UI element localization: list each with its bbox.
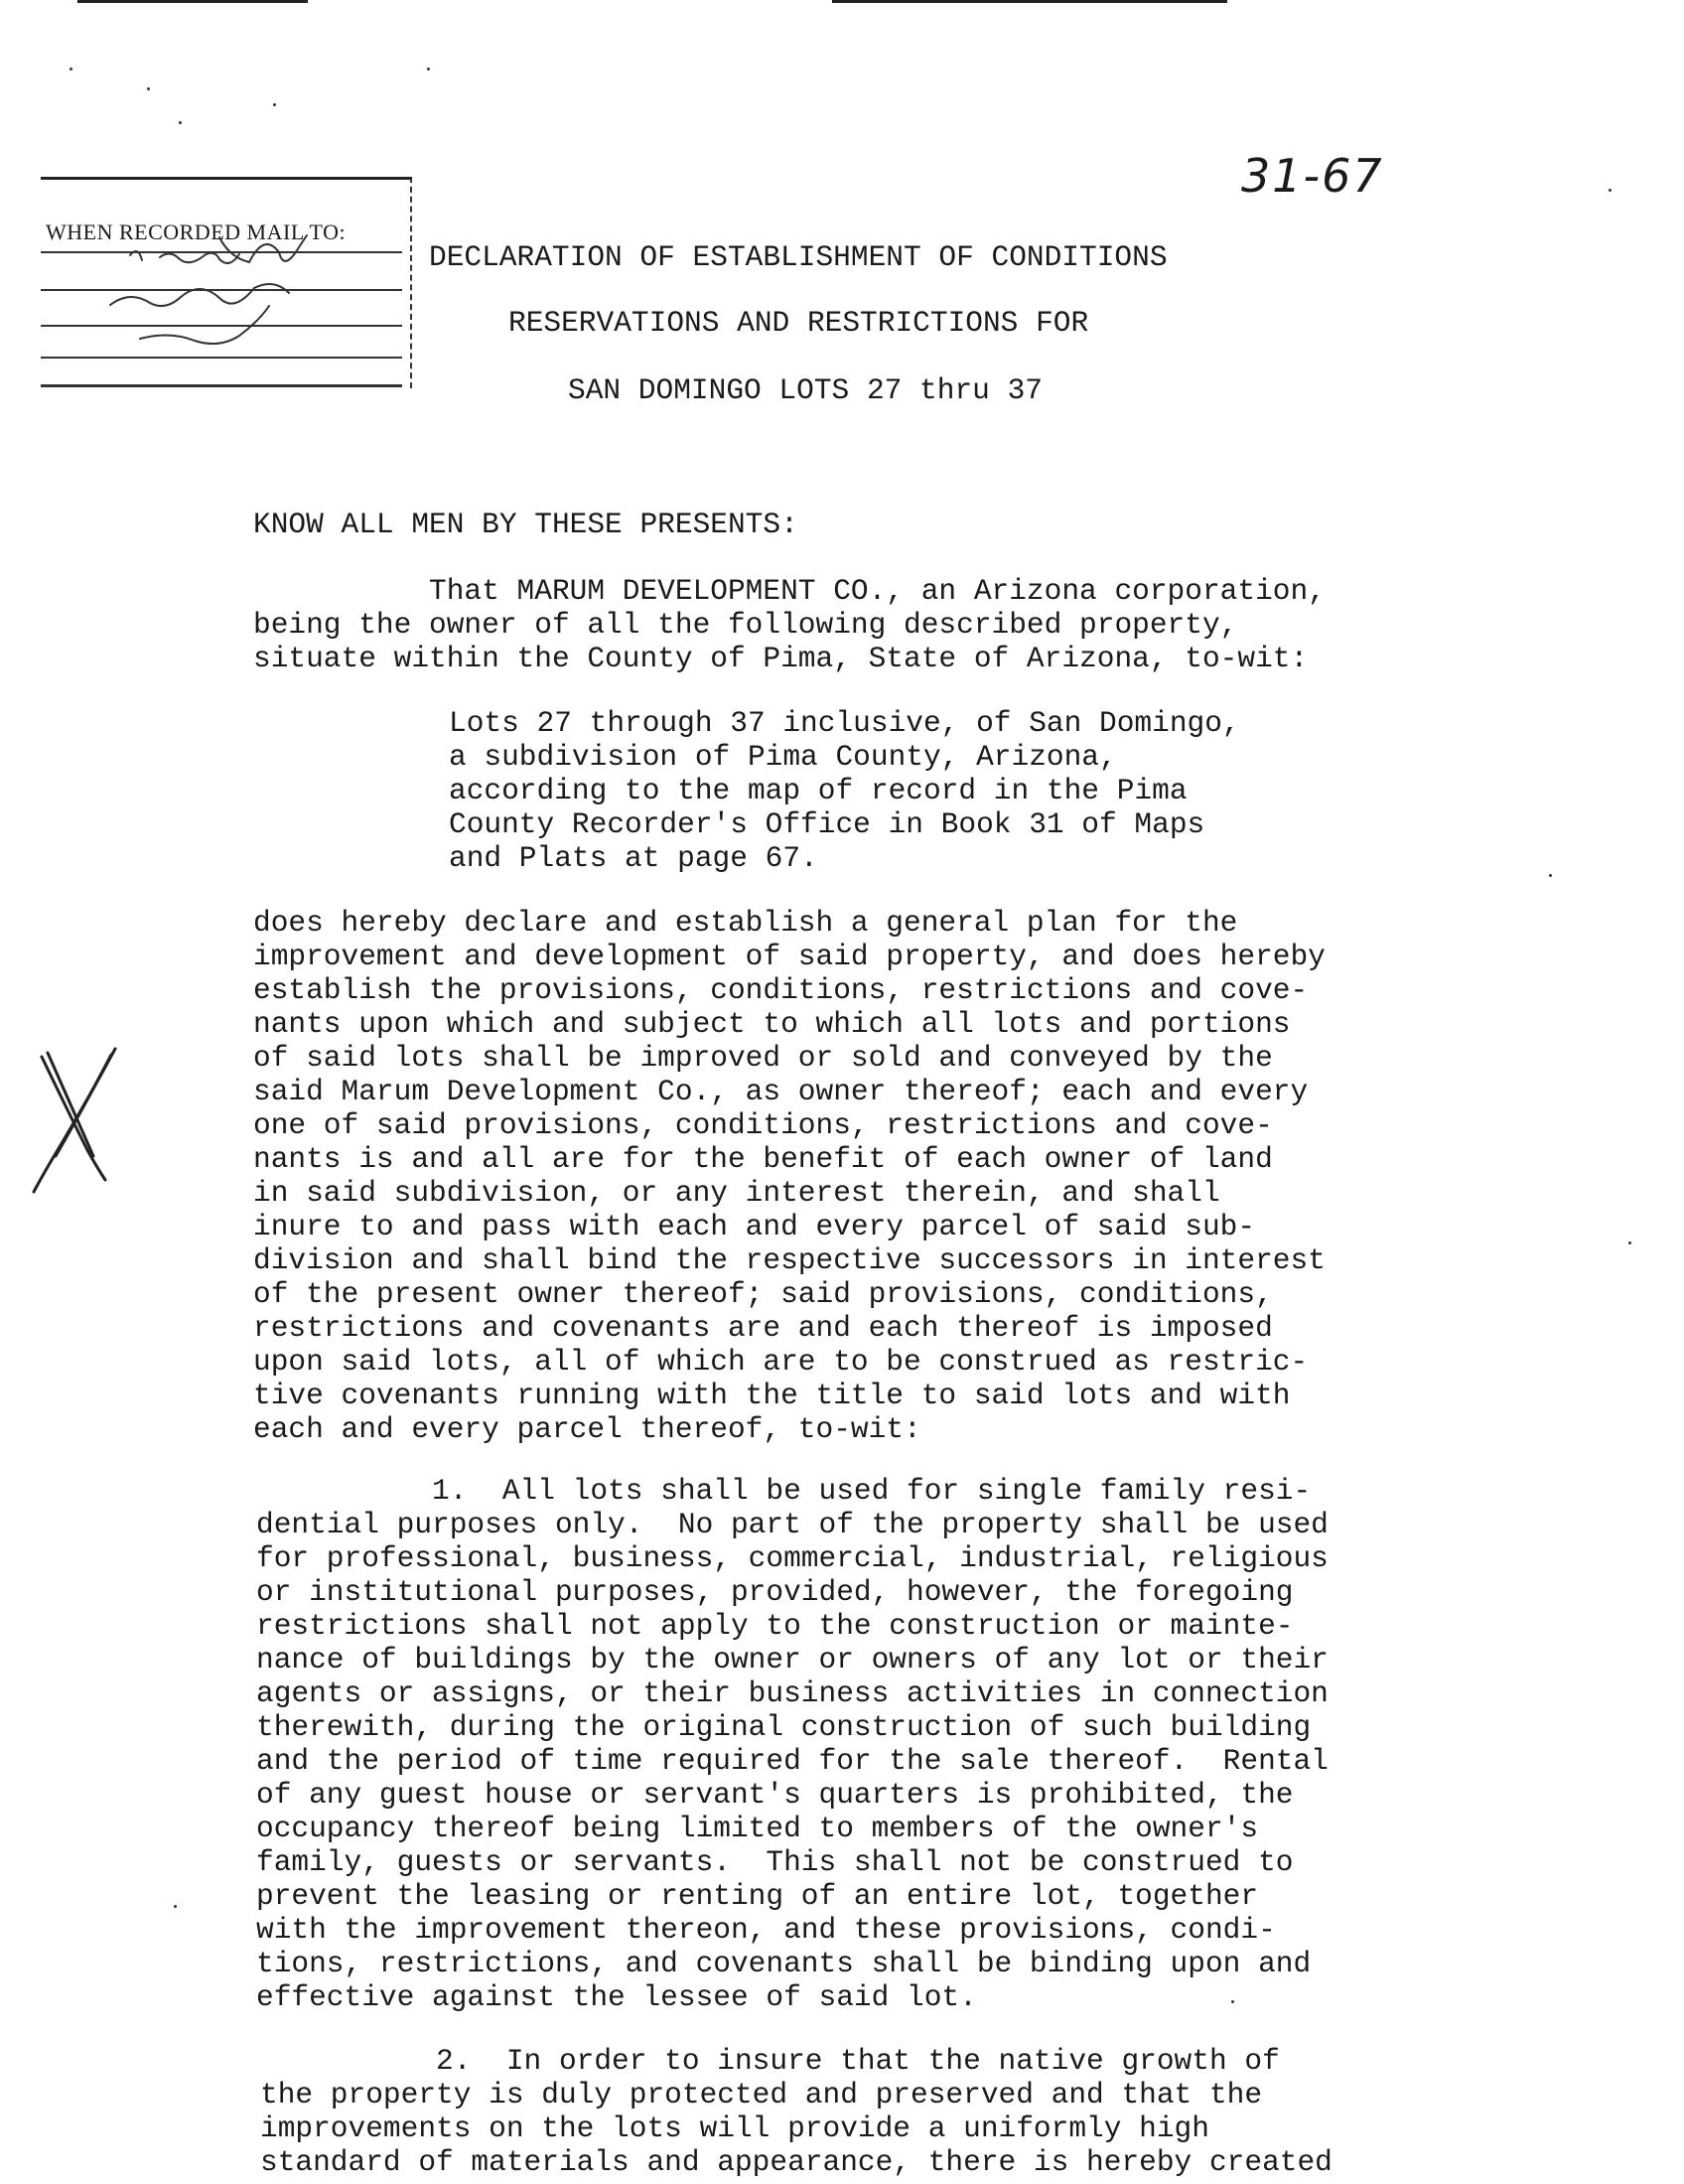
title-line-2: RESERVATIONS AND RESTRICTIONS FOR	[508, 306, 1089, 340]
text-line: establish the provisions, conditions, restrictions and cove-	[253, 973, 1309, 1007]
text-line: upon said lots, all of which are to be construed as restric-	[253, 1345, 1309, 1379]
text-line: family, guests or servants. This shall not be construed to	[256, 1845, 1294, 1879]
text-line: of any guest house or servant's quarters is prohibited, the	[256, 1778, 1294, 1812]
text-line: therewith, during the original construction of such building	[256, 1710, 1312, 1744]
text-line: prevent the leasing or renting of an entire lot, together	[256, 1879, 1259, 1913]
text-line: That MARUM DEVELOPMENT CO., an Arizona corporation,	[253, 574, 1326, 608]
scan-speck	[1549, 874, 1552, 877]
scan-speck	[1628, 1241, 1631, 1244]
scan-speck	[427, 68, 430, 71]
text-line: effective against the lessee of said lot.	[256, 1980, 977, 2014]
text-line: County Recorder's Office in Book 31 of Maps	[449, 807, 1205, 841]
text-line: occupancy thereof being limited to members of the owner's	[256, 1812, 1259, 1845]
text-line: Lots 27 through 37 inclusive, of San Domingo,	[449, 706, 1240, 740]
declaration-paragraph	[253, 906, 1326, 1446]
text-line: 2. In order to insure that the native growth of	[260, 2044, 1280, 2078]
title-line-3: SAN DOMINGO LOTS 27 thru 37	[568, 373, 1043, 407]
text-line: nance of buildings by the owner or owners of any lot or their	[256, 1643, 1329, 1676]
scan-speck	[179, 121, 182, 124]
text-line: nants upon which and subject to which all lots and portions	[253, 1007, 1291, 1041]
intro-paragraph	[253, 574, 1326, 675]
text-line: tions, restrictions, and covenants shall be binding upon and	[256, 1947, 1312, 1980]
text-line: each and every parcel thereof, to-wit:	[253, 1412, 921, 1446]
title-line-1: DECLARATION OF ESTABLISHMENT OF CONDITIONS	[429, 240, 1168, 274]
scan-speck	[174, 1905, 177, 1908]
scan-speck	[147, 87, 150, 90]
text-line: and the period of time required for the sale thereof. Rental	[256, 1744, 1329, 1778]
text-line: restrictions shall not apply to the construction or mainte-	[256, 1609, 1294, 1643]
text-line: nants is and all are for the benefit of each owner of land	[253, 1142, 1273, 1176]
text-line: one of said provisions, conditions, restrictions and cove-	[253, 1108, 1273, 1142]
text-line: restrictions and covenants are and each thereof is imposed	[253, 1311, 1273, 1345]
text-line: tive covenants running with the title to said lots and with	[253, 1379, 1291, 1412]
stamp-handwriting	[100, 227, 428, 366]
salutation: KNOW ALL MEN BY THESE PRESENTS:	[253, 508, 798, 541]
stamp-label: WHEN RECORDED MAIL TO:	[46, 219, 347, 244]
text-line: improvement and development of said property, and does hereby	[253, 940, 1326, 973]
text-line: in said subdivision, or any interest therein, and shall	[253, 1176, 1220, 1210]
text-line: standard of materials and appearance, there is hereby created	[260, 2145, 1333, 2179]
text-line: with the improvement thereon, and these provisions, condi-	[256, 1913, 1276, 1947]
text-line: according to the map of record in the Pima	[449, 774, 1188, 807]
text-line: does hereby declare and establish a general plan for the	[253, 906, 1238, 940]
text-line: inure to and pass with each and every parcel of said sub-	[253, 1210, 1256, 1243]
text-line: of said lots shall be improved or sold and conveyed by the	[253, 1041, 1273, 1075]
property-description	[449, 706, 1240, 875]
top-edge-artifact	[832, 0, 1227, 3]
text-line: and Plats at page 67.	[449, 841, 818, 875]
text-line: the property is duly protected and preserved and that the	[260, 2078, 1263, 2111]
text-line: situate within the County of Pima, State of Arizona, to-wit:	[253, 642, 1309, 675]
text-line: improvements on the lots will provide a uniformly high	[260, 2111, 1209, 2145]
text-line: or institutional purposes, provided, however, the foregoing	[256, 1575, 1294, 1609]
text-line: agents or assigns, or their business activities in connection	[256, 1676, 1329, 1710]
text-line: division and shall bind the respective successors in interest	[253, 1243, 1326, 1277]
text-line: a subdivision of Pima County, Arizona,	[449, 740, 1117, 774]
scan-speck	[273, 103, 276, 106]
margin-x-mark	[28, 1041, 127, 1200]
text-line: of the present owner thereof; said provisions, conditions,	[253, 1277, 1273, 1311]
text-line: 1. All lots shall be used for single family resi-	[256, 1474, 1312, 1508]
recording-stamp	[41, 177, 412, 388]
stamp-line	[41, 384, 402, 387]
text-line: being the owner of all the following described property,	[253, 608, 1238, 642]
top-edge-artifact	[77, 0, 308, 3]
text-line: dential purposes only. No part of the property shall be used	[256, 1508, 1329, 1541]
text-line: for professional, business, commercial, industrial, religious	[256, 1541, 1329, 1575]
scan-speck	[1609, 189, 1612, 192]
document-number: 31-67	[1241, 149, 1384, 203]
scan-speck	[70, 68, 72, 71]
clause-2	[260, 2044, 1333, 2179]
text-line: said Marum Development Co., as owner thereof; each and every	[253, 1075, 1309, 1108]
clause-1	[256, 1474, 1329, 2014]
